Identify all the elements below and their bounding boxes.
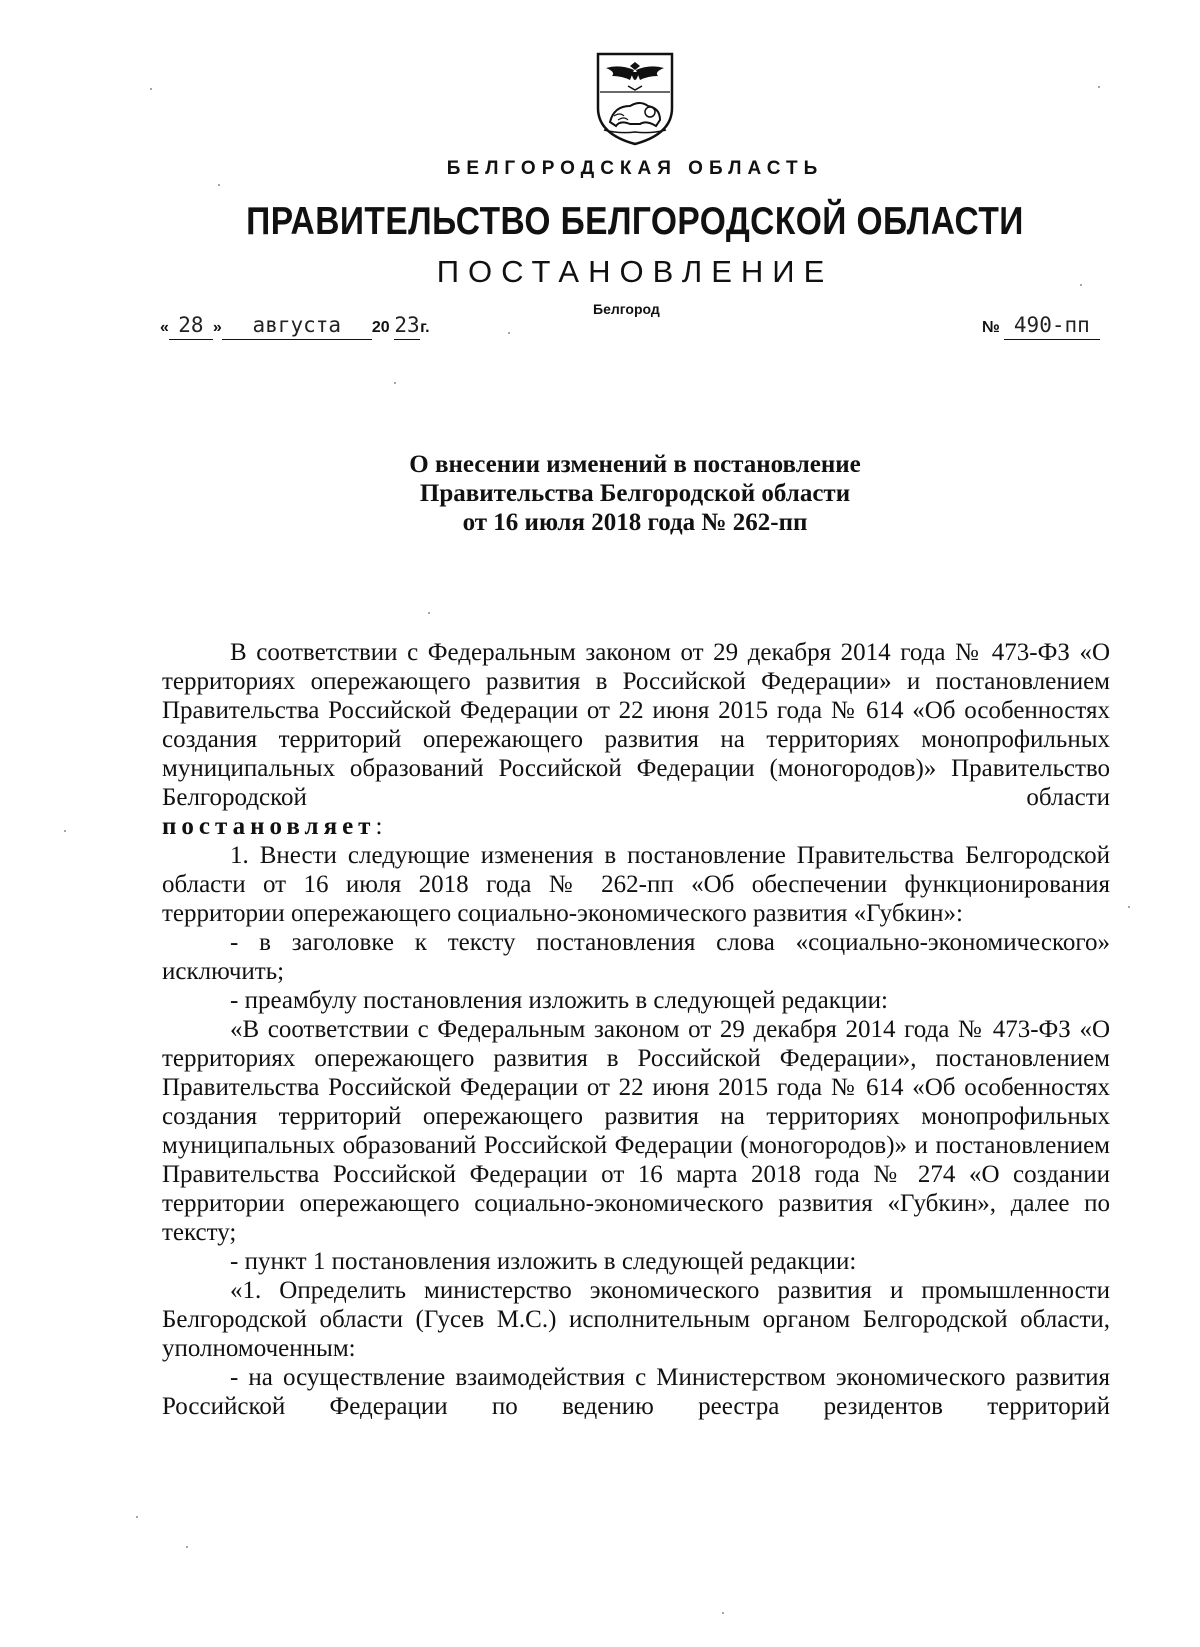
scan-speck [64,830,66,832]
body-paragraph-preamble: В соответствии с Федеральным законом от 29 декабря 2014 года № 473-ФЗ «О территориях опережающего развития в Российской Федерации» и постановлением Правительства Российской Федерации от 22 июня 2015 года № 614 «Об особенностях создания территорий опережающего развития на территориях монопрофильных муниципальных образований Российской Федерации (моногородов)» Правительство Белгородской области [162,639,1110,811]
scan-speck [218,184,220,186]
scan-speck [428,612,430,614]
date-year-prefix: 20 [371,319,390,336]
scan-speck [186,1546,188,1548]
resolves-colon: : [375,813,383,840]
scan-speck [394,382,396,384]
title-line: О внесении изменений в постановление [409,451,861,478]
body-paragraph-resolves [162,812,1110,841]
scan-speck [1080,284,1082,286]
date-year-unit: г. [420,319,430,336]
scan-speck [136,1516,138,1518]
document-type: ПОСТАНОВЛЕНИЕ [436,254,834,289]
region-name: БЕЛГОРОДСКАЯ ОБЛАСТЬ [446,158,824,179]
date-day: 28 [178,313,204,337]
belgorod-coat-of-arms-icon [590,50,680,146]
scan-speck [722,1612,724,1614]
scan-speck [508,332,510,334]
date-close-quote: » [212,319,222,336]
document-number [982,314,1100,340]
date-open-quote: « [160,319,169,336]
scan-speck [1128,906,1130,908]
title-line: Правительства Белгородской области [419,480,851,507]
document-date [160,314,430,340]
body-paragraph-2: - в заголовке к тексту постановления слова «социально-экономического» исключить; [162,929,1110,985]
document-body [162,638,1110,1421]
body-paragraph-3: - преамбулу постановления изложить в следующей редакции: [230,987,888,1014]
city-name: Белгород [593,301,660,317]
government-name: ПРАВИТЕЛЬСТВО БЕЛГОРОДСКОЙ ОБЛАСТИ [246,200,1024,243]
scan-speck [150,88,152,90]
date-year-suffix: 23 [394,313,420,337]
resolves-word: постановляет [162,813,376,840]
scan-speck [1098,86,1100,88]
body-paragraph-4: «В соответствии с Федеральным законом от 29 декабря 2014 года № 473-ФЗ «О территориях опережающего развития в Российской Федерации», постановлением Правительства Российской Федерации от 22 июня 2015 года № 614 «Об особенностях создания территорий опережающего развития на территориях монопрофильных муниципальных образований Российской Федерации (моногородов)» и постановлением Правительства Российской Федерации от 16 марта 2018 года № 274 «О создании территории опережающего социально-экономического развития «Губкин», далее по тексту; [162,1016,1110,1246]
body-paragraph-1: 1. Внести следующие изменения в постановление Правительства Белгородской области от 16 июля 2018 года № 262-пп «Об обеспечении функционирования территории опережающего социально-экономического развития «Губкин»: [162,842,1110,927]
date-month: августа [252,313,342,337]
document-title [0,450,1200,537]
number-label: № [982,319,1000,336]
body-paragraph-6: «1. Определить министерство экономического развития и промышленности Белгородской области (Гусев М.С.) исполнительным органом Белгородской области, уполномоченным: [162,1277,1110,1362]
title-line: от 16 июля 2018 года № 262-пп [462,509,808,536]
body-paragraph-5: - пункт 1 постановления изложить в следующей редакции: [230,1248,857,1275]
body-paragraph-7: - на осуществление взаимодействия с Министерством экономического развития Российской Федерации по ведению реестра резидентов территорий [162,1364,1110,1420]
number-value: 490-пп [1013,313,1090,337]
